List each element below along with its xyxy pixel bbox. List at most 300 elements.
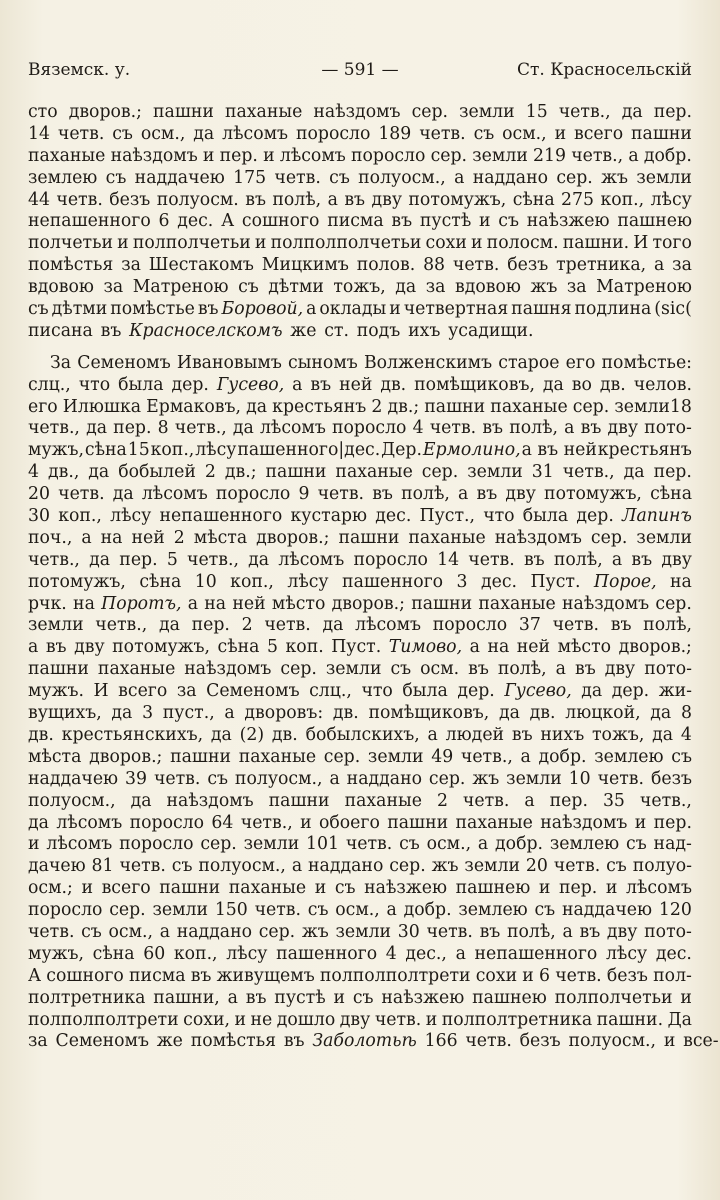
word: въ bbox=[310, 374, 332, 395]
word: поросло bbox=[215, 484, 291, 505]
word: и bbox=[333, 987, 346, 1008]
word: мужъ. bbox=[28, 681, 84, 702]
word: лѣсомъ bbox=[626, 878, 692, 899]
word: въ bbox=[476, 484, 498, 505]
word: дв. bbox=[271, 724, 298, 745]
word: паханые bbox=[455, 812, 533, 833]
text-line bbox=[28, 462, 692, 484]
word: пер. bbox=[559, 878, 598, 899]
word: дв. bbox=[380, 374, 407, 395]
word: дворов.; bbox=[89, 746, 163, 767]
word: съ bbox=[352, 987, 374, 1008]
word: непашенного bbox=[159, 506, 283, 527]
word: была bbox=[402, 681, 448, 702]
word: съ bbox=[534, 900, 556, 921]
word: земли bbox=[367, 746, 424, 767]
word: осм., bbox=[140, 123, 186, 144]
italic-word: Ермолино, bbox=[422, 440, 521, 461]
word: пер. bbox=[549, 790, 588, 811]
word: нихъ bbox=[540, 724, 585, 745]
word: пашни. bbox=[562, 233, 630, 254]
word: ихъ bbox=[408, 320, 441, 341]
word: 37 bbox=[518, 615, 541, 636]
word: четв. bbox=[345, 834, 393, 855]
word: лѣсу bbox=[287, 571, 329, 592]
word: четв. bbox=[426, 921, 473, 942]
word: же bbox=[290, 320, 317, 341]
text-line bbox=[28, 550, 692, 572]
word: дер. bbox=[611, 681, 650, 702]
word: лѣсомъ bbox=[278, 549, 345, 570]
word: сѣна bbox=[139, 571, 182, 592]
word: вдовою bbox=[454, 277, 521, 298]
word: писма bbox=[327, 211, 384, 232]
word: 219 bbox=[533, 145, 567, 166]
word: и bbox=[117, 233, 129, 254]
word: дес. bbox=[480, 571, 518, 592]
word: четв. bbox=[553, 856, 601, 877]
word: вдовою bbox=[28, 277, 94, 298]
word: безъ bbox=[507, 255, 549, 276]
word: жъ bbox=[601, 167, 629, 188]
word: и bbox=[471, 233, 483, 254]
word: люцкой, bbox=[565, 703, 641, 724]
word: непашенного bbox=[474, 943, 598, 964]
word: а bbox=[455, 943, 466, 964]
word: 20 bbox=[28, 484, 50, 505]
word: на bbox=[670, 571, 692, 592]
word: четв., bbox=[639, 790, 692, 811]
word: дву bbox=[606, 921, 638, 942]
word: и bbox=[300, 812, 312, 833]
text-line bbox=[28, 944, 692, 966]
word: 35 bbox=[602, 790, 625, 811]
word: пашенного bbox=[342, 571, 444, 592]
word: поросло bbox=[353, 549, 428, 570]
word: четв., bbox=[571, 145, 624, 166]
word: сер. bbox=[258, 921, 296, 942]
word: живущемъ bbox=[216, 965, 315, 986]
word: полов. bbox=[356, 255, 416, 276]
word: четв. bbox=[462, 790, 510, 811]
word: во bbox=[571, 374, 592, 395]
word: полуосм., bbox=[358, 167, 446, 188]
word: полполполчетьи bbox=[270, 233, 422, 254]
word: 2 bbox=[241, 615, 253, 636]
word: Илюшка bbox=[62, 396, 142, 417]
word: мужъ, bbox=[28, 440, 84, 461]
word: наѣзжею bbox=[526, 211, 610, 232]
word: въ bbox=[579, 921, 601, 942]
word: дву bbox=[607, 418, 639, 439]
word: полуосм., bbox=[234, 768, 323, 789]
word: а bbox=[454, 167, 465, 188]
word: 4 bbox=[385, 943, 397, 964]
word: четв., bbox=[187, 549, 239, 570]
word: въ bbox=[610, 615, 632, 636]
word: наддано bbox=[308, 856, 384, 877]
word: 275 bbox=[561, 189, 595, 210]
word: помѣщиковъ, bbox=[368, 703, 490, 724]
word: паханые bbox=[490, 396, 568, 417]
word: сѣна bbox=[512, 189, 555, 210]
word: а bbox=[224, 703, 235, 724]
text-line bbox=[28, 168, 692, 190]
word: поросло bbox=[295, 123, 371, 144]
word: паханые bbox=[344, 790, 422, 811]
word: да bbox=[89, 549, 111, 570]
word: и bbox=[634, 812, 647, 833]
word: четв., bbox=[558, 102, 611, 122]
word: Да bbox=[667, 1009, 692, 1030]
word: лѣсомъ bbox=[46, 834, 113, 855]
word: дву bbox=[604, 659, 636, 680]
header-district: Вяземск. у. bbox=[28, 60, 131, 80]
word: а bbox=[564, 418, 575, 439]
word: третника, bbox=[556, 255, 647, 276]
text-line bbox=[28, 878, 692, 900]
word: четв. bbox=[57, 123, 105, 144]
word: а bbox=[628, 145, 639, 166]
word: да bbox=[322, 615, 344, 636]
word: сер. bbox=[200, 834, 237, 855]
word: мѣста bbox=[28, 746, 82, 767]
word: и bbox=[234, 1009, 247, 1030]
word: полполтретника bbox=[441, 1009, 593, 1030]
word: въ bbox=[245, 189, 266, 210]
word: дворов.; bbox=[68, 102, 142, 122]
word: въ bbox=[100, 320, 122, 341]
word: что bbox=[78, 374, 111, 395]
text-line bbox=[28, 1031, 719, 1053]
word: да bbox=[652, 724, 674, 745]
word: 14 bbox=[28, 123, 50, 144]
word: помѣстья bbox=[28, 255, 114, 276]
word: да bbox=[28, 812, 49, 833]
word: поросло bbox=[119, 834, 194, 855]
word: и bbox=[479, 211, 491, 232]
word: мужъ, bbox=[28, 943, 84, 964]
word: 5 bbox=[166, 549, 178, 570]
word: коп., bbox=[600, 189, 645, 210]
word: а bbox=[291, 856, 303, 877]
word: полуосм., bbox=[28, 790, 116, 811]
word: добр. bbox=[495, 834, 544, 855]
word: осм., bbox=[502, 123, 547, 144]
text-line bbox=[28, 659, 692, 681]
italic-word: Красноселскомъ bbox=[129, 320, 283, 341]
word: и bbox=[263, 145, 275, 166]
word: лѣсу bbox=[650, 189, 692, 210]
word: его bbox=[565, 352, 596, 373]
word: 2 bbox=[371, 396, 383, 417]
word: четв. bbox=[429, 418, 477, 439]
word: мѣсто bbox=[557, 637, 612, 658]
text-line bbox=[28, 747, 692, 769]
word: а bbox=[81, 527, 92, 548]
word: пашня bbox=[511, 299, 572, 320]
word: а въ ней bbox=[521, 440, 597, 461]
word: пашнею bbox=[617, 211, 692, 232]
text-line bbox=[28, 834, 692, 856]
word: четв. bbox=[119, 856, 166, 877]
word: и bbox=[28, 834, 40, 855]
word: а bbox=[653, 255, 665, 276]
word: да bbox=[248, 549, 270, 570]
word: дв.; bbox=[387, 396, 420, 417]
word: полполчетьи bbox=[132, 233, 251, 254]
text-line bbox=[28, 637, 692, 659]
word: на bbox=[487, 637, 510, 658]
word: лѣсу bbox=[110, 506, 152, 527]
word: съ bbox=[238, 277, 259, 298]
word: обоего bbox=[318, 812, 380, 833]
word: а bbox=[611, 549, 623, 570]
word: наддачею bbox=[28, 768, 119, 789]
word: дву bbox=[339, 1009, 371, 1030]
word: а bbox=[427, 724, 438, 745]
word: за bbox=[672, 255, 692, 276]
word: ней bbox=[232, 593, 266, 614]
word: сер. bbox=[389, 856, 426, 877]
word: четв. bbox=[452, 255, 500, 276]
text-line bbox=[28, 813, 692, 835]
word: дву bbox=[661, 549, 692, 570]
word: да bbox=[210, 724, 232, 745]
text-line bbox=[28, 211, 692, 233]
paragraph bbox=[28, 102, 692, 343]
word: что bbox=[361, 681, 393, 702]
word: коп., bbox=[230, 571, 274, 592]
word: земли bbox=[243, 834, 300, 855]
word: безъ bbox=[519, 1031, 561, 1052]
word: полѣ, bbox=[553, 549, 603, 570]
word: а bbox=[292, 374, 303, 395]
text-line bbox=[28, 1010, 692, 1032]
word: лѣсомъ bbox=[141, 484, 208, 505]
word: паханые bbox=[228, 878, 307, 899]
word: 6 bbox=[158, 211, 170, 232]
word: паханые bbox=[97, 659, 176, 680]
word: въ bbox=[45, 637, 67, 658]
word: всего bbox=[574, 123, 624, 144]
word: въ bbox=[283, 1031, 305, 1052]
word: полѣ, bbox=[272, 189, 322, 210]
running-header bbox=[28, 60, 692, 88]
word: осм., bbox=[335, 900, 380, 921]
text-line bbox=[28, 703, 692, 725]
word: челов. bbox=[633, 374, 692, 395]
word: поросло bbox=[332, 418, 407, 439]
word: въ bbox=[511, 724, 533, 745]
italic-word: Гусево, bbox=[216, 374, 285, 395]
text-line bbox=[28, 321, 692, 343]
word: и bbox=[425, 1009, 438, 1030]
word: земли bbox=[636, 167, 692, 188]
word: съ bbox=[329, 167, 350, 188]
word: осм. bbox=[420, 659, 460, 680]
word: дошло bbox=[276, 1009, 336, 1030]
word: 3 bbox=[142, 703, 154, 724]
word: 44 bbox=[28, 189, 50, 210]
word: безъ bbox=[109, 189, 151, 210]
word: четвертная bbox=[403, 299, 509, 320]
word: пер. bbox=[113, 418, 152, 439]
word: помѣстья bbox=[190, 1031, 277, 1052]
word: съ bbox=[112, 123, 133, 144]
word: пашенного bbox=[276, 943, 378, 964]
word: да bbox=[542, 374, 564, 395]
word: 81 bbox=[91, 856, 114, 877]
word: земли bbox=[335, 921, 392, 942]
word: четв. bbox=[264, 615, 311, 636]
text-line bbox=[28, 900, 692, 922]
word: въ bbox=[372, 484, 393, 505]
word: 2 bbox=[204, 462, 216, 483]
word: жи- bbox=[658, 681, 692, 702]
word: дв. bbox=[332, 703, 359, 724]
word: и bbox=[314, 878, 327, 899]
word: полуосм., bbox=[198, 856, 286, 877]
word: четв. bbox=[274, 167, 321, 188]
word: землею bbox=[458, 900, 528, 921]
word: крестьянъ bbox=[597, 440, 692, 461]
word: И bbox=[93, 681, 109, 702]
word: 88 bbox=[423, 255, 446, 276]
word: пер. bbox=[653, 812, 692, 833]
text-line bbox=[28, 572, 692, 594]
word: полполчетьи bbox=[554, 987, 673, 1008]
word: пашни bbox=[338, 527, 400, 548]
word: четв. bbox=[419, 123, 466, 144]
word: сер. bbox=[572, 396, 610, 417]
word: тожъ, bbox=[333, 277, 386, 298]
text-line bbox=[28, 353, 692, 375]
word: а bbox=[227, 987, 238, 1008]
italic-word: Пороe, bbox=[593, 571, 657, 592]
word: четв., bbox=[28, 418, 80, 439]
italic-word: Заболотьѣ bbox=[312, 1031, 417, 1052]
word: паханые bbox=[335, 462, 413, 483]
word: всего bbox=[118, 681, 168, 702]
word: и bbox=[202, 145, 215, 166]
word: четв., bbox=[460, 746, 513, 767]
text-line bbox=[28, 856, 692, 878]
paragraph-spacer bbox=[28, 343, 692, 353]
word: лѣсу bbox=[605, 943, 648, 964]
word: пол- bbox=[653, 965, 692, 986]
word: и bbox=[663, 1031, 676, 1052]
word: паханые bbox=[224, 102, 303, 122]
word: съ bbox=[606, 856, 627, 877]
word: Семеномъ bbox=[206, 681, 300, 702]
word: наѣздомъ bbox=[313, 102, 401, 122]
word: и bbox=[554, 123, 567, 144]
word: сѣна bbox=[650, 484, 692, 505]
page-number: — 591 — bbox=[321, 60, 399, 80]
word: дес. bbox=[177, 211, 214, 232]
word: четв., bbox=[28, 549, 80, 570]
word: полѣ, bbox=[497, 659, 547, 680]
word: непашенного bbox=[28, 211, 151, 232]
word: съ bbox=[399, 834, 420, 855]
word: Мицкимъ bbox=[261, 255, 349, 276]
word: полѣ, bbox=[509, 418, 559, 439]
word: 3 bbox=[456, 571, 468, 592]
word: помѣстье: bbox=[601, 352, 692, 373]
text-line bbox=[28, 506, 692, 528]
word: (2) bbox=[239, 724, 265, 745]
word: добр. bbox=[403, 900, 452, 921]
word: пашни bbox=[153, 102, 214, 122]
word: и bbox=[254, 233, 267, 254]
word: да bbox=[395, 277, 417, 298]
word: въ bbox=[574, 659, 596, 680]
word: четв. bbox=[374, 1009, 422, 1030]
word: четв. bbox=[597, 768, 645, 789]
word: въ bbox=[479, 921, 501, 942]
word: дву bbox=[371, 189, 402, 210]
word: съ bbox=[81, 921, 102, 942]
word: дв., bbox=[47, 462, 80, 483]
word: того bbox=[652, 233, 692, 254]
text-line bbox=[28, 988, 692, 1010]
word: сер. bbox=[323, 746, 361, 767]
italic-word: Боровой, bbox=[221, 299, 304, 320]
word: дв. bbox=[28, 724, 54, 745]
word: земли bbox=[467, 462, 523, 483]
word: 10 bbox=[194, 571, 217, 592]
word: да bbox=[112, 484, 134, 505]
word: въ bbox=[245, 987, 267, 1008]
body-text bbox=[28, 102, 719, 1053]
word: и bbox=[605, 878, 618, 899]
text-line bbox=[28, 190, 692, 212]
word: 9 bbox=[298, 484, 310, 505]
word: 30 bbox=[397, 921, 420, 942]
word: Пуст. bbox=[331, 637, 382, 658]
word: сохи, bbox=[183, 1009, 230, 1030]
word: и bbox=[389, 299, 401, 320]
word: усадищи. bbox=[448, 320, 534, 341]
word: коп., bbox=[173, 943, 218, 964]
word: 10 bbox=[568, 768, 591, 789]
word: поч., bbox=[28, 527, 73, 548]
word: дву bbox=[505, 484, 536, 505]
word: сер. bbox=[411, 102, 449, 122]
text-line bbox=[28, 102, 692, 124]
word: пашенного|дес. bbox=[237, 440, 381, 461]
word: четв. bbox=[254, 900, 302, 921]
word: полосм. bbox=[486, 233, 559, 254]
word: над- bbox=[653, 834, 692, 855]
word: за bbox=[425, 277, 446, 298]
word: да bbox=[232, 418, 254, 439]
word: Шестакомъ bbox=[148, 255, 254, 276]
word: дворов.; bbox=[256, 527, 330, 548]
word: пашни bbox=[268, 790, 330, 811]
word: 4 bbox=[680, 724, 692, 745]
word: дес. bbox=[655, 943, 692, 964]
word: съ bbox=[207, 768, 228, 789]
word: дворов.; bbox=[331, 593, 405, 614]
word: а bbox=[159, 921, 171, 942]
word: четв. bbox=[555, 965, 602, 986]
word: (sic( bbox=[654, 299, 692, 320]
word: землею bbox=[28, 167, 98, 188]
word: коп. bbox=[285, 637, 324, 658]
word: а bbox=[469, 637, 480, 658]
